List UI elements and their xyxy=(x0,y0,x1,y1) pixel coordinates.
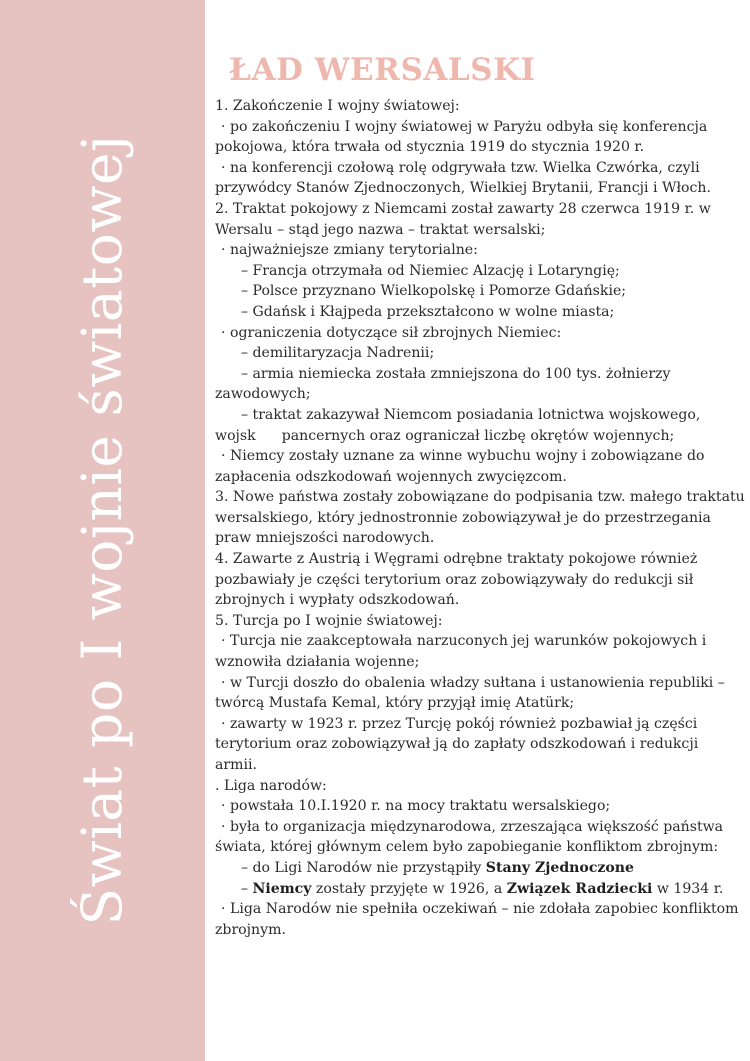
text-fragment: wojsk xyxy=(215,427,256,444)
text-line: pozbawiały je części terytorium oraz zobowiązywały do redukcji sił xyxy=(215,571,694,588)
text-body xyxy=(215,96,745,940)
text-line: armii. xyxy=(215,757,257,773)
text-line: · na konferencji czołową rolę odgrywała tzw. Wielka Czwórka, czyli xyxy=(221,159,700,176)
text-line: 1. Zakończenie I wojny światowej: xyxy=(215,98,460,114)
text-line: wznowiła działania wojenne; xyxy=(215,654,420,671)
text-line: wersalskiego, który jednostronnie zobowiązywał je do przestrzegania xyxy=(215,509,711,526)
text-fragment: pancernych oraz ograniczał liczbę okrętów wojennych; xyxy=(281,427,675,444)
text-line: · zawarty w 1923 r. przez Turcję pokój również pozbawiał ją części xyxy=(221,715,698,732)
text-line: · po zakończeniu I wojny światowej w Paryżu odbyła się konferencja xyxy=(221,118,708,135)
text-line: · powstała 10.I.1920 r. na mocy traktatu wersalskiego; xyxy=(221,798,611,815)
page-title: ŁAD WERSALSKI xyxy=(229,52,536,88)
text-line: świata, której głównym celem było zapobieganie konfliktom zbrojnym: xyxy=(215,839,719,856)
text-line: praw mniejszości narodowych. xyxy=(215,530,435,547)
text-line: 2. Traktat pokojowy z Niemcami został zawarty 28 czerwca 1919 r. w xyxy=(215,200,711,217)
text-line: – Francja otrzymała od Niemiec Alzację i Lotaryngię; xyxy=(241,262,620,279)
text-line: 3. Nowe państwa zostały zobowiązane do podpisania tzw. małego traktatu xyxy=(215,489,745,506)
text-line: · Niemcy zostały uznane za winne wybuchu wojny i zobowiązane do xyxy=(221,448,705,465)
text-line: · Turcja nie zaakceptowała narzuconych jej warunków pokojowych i xyxy=(221,633,707,650)
sidebar-vertical-title: Świat po I wojnie światowej xyxy=(70,134,134,926)
text-line: · była to organizacja międzynarodowa, zrzeszająca większość państwa xyxy=(221,818,724,835)
text-line xyxy=(215,858,735,879)
text-line: – Polsce przyznano Wielkopolskę i Pomorze Gdańskie; xyxy=(241,283,627,300)
bold-text: Niemcy xyxy=(252,880,312,897)
sidebar xyxy=(0,0,205,1061)
text-line: przywódcy Stanów Zjednoczonych, Wielkiej Brytanii, Francji i Włoch. xyxy=(215,180,711,197)
text-fragment: – do Ligi Narodów nie przystąpiły xyxy=(241,859,482,876)
text-fragment: w 1934 r. xyxy=(656,880,724,897)
text-line: – demilitaryzacja Nadrenii; xyxy=(241,345,435,362)
text-line: zawodowych; xyxy=(215,386,311,403)
text-line: twórcą Mustafa Kemal, który przyjął imię Atatürk; xyxy=(215,695,575,712)
bold-text: Stany Zjednoczone xyxy=(485,859,635,876)
text-line: zbrojnych i wypłaty odszkodowań. xyxy=(215,592,460,609)
text-line: – armia niemiecka została zmniejszona do 100 tys. żołnierzy xyxy=(241,365,671,382)
main-content xyxy=(215,52,745,940)
text-line: 5. Turcja po I wojnie światowej: xyxy=(215,612,443,629)
text-line: · w Turcji doszło do obalenia władzy sułtana i ustanowienia republiki – xyxy=(221,674,725,691)
text-line: terytorium oraz zobowiązywał ją do zapłaty odszkodowań i redukcji xyxy=(215,736,699,753)
text-fragment: – xyxy=(241,880,249,897)
text-line: Wersalu – stąd jego nazwa – traktat wersalski; xyxy=(215,221,546,238)
bold-text: Związek Radziecki xyxy=(506,880,653,897)
text-line: – traktat zakazywał Niemcom posiadania lotnictwa wojskowego, xyxy=(241,406,701,423)
text-line: . Liga narodów: xyxy=(215,777,327,794)
text-line: zbrojnym. xyxy=(215,921,286,938)
text-line: · najważniejsze zmiany terytorialne: xyxy=(221,242,478,259)
text-line: – Gdańsk i Kłajpeda przekształcono w wolne miasta; xyxy=(241,303,615,320)
text-line: · Liga Narodów nie spełniła oczekiwań – nie zdołała zapobiec konfliktom xyxy=(221,901,739,918)
text-fragment: zostały przyjęte w 1926, a xyxy=(315,880,503,897)
text-line xyxy=(215,879,735,900)
text-line: zapłacenia odszkodowań wojennych zwycięzcom. xyxy=(215,468,567,485)
text-line: 4. Zawarte z Austrią i Węgrami odrębne traktaty pokojowe również xyxy=(215,551,698,568)
text-line: pokojowa, która trwała od stycznia 1919 do stycznia 1920 r. xyxy=(215,139,645,156)
text-line xyxy=(215,426,735,447)
text-line: · ograniczenia dotyczące sił zbrojnych Niemiec: xyxy=(221,324,562,341)
